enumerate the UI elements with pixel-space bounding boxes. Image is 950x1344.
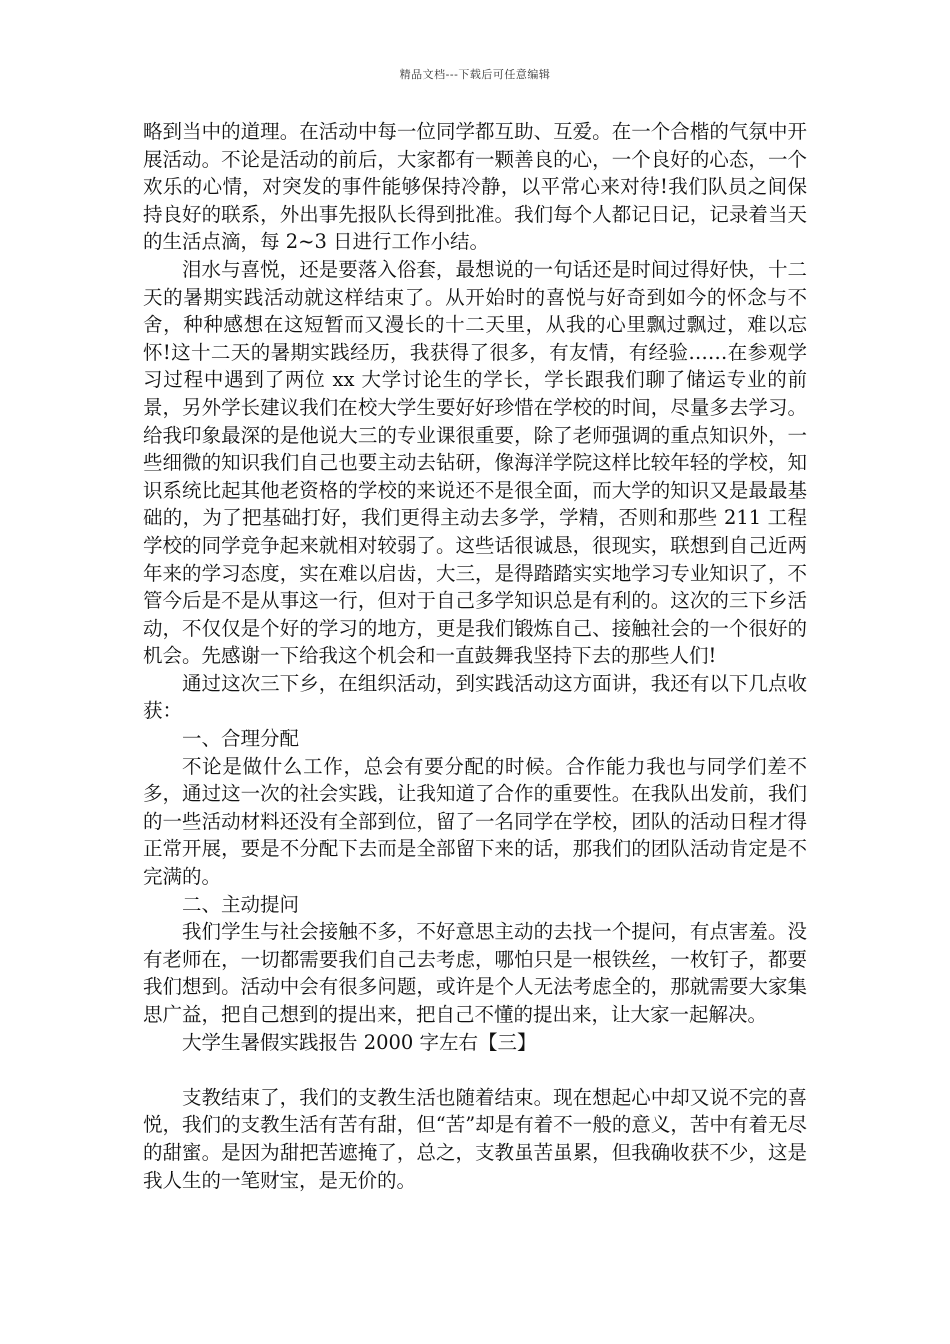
section-heading-1: 一、合理分配 [182,727,300,751]
paragraph-5: 我们学生与社会接触不多，不好意思主动的去找一个提问，有点害羞。没有老师在，一切都需要我们自己去考虑，哪怕只是一根铁丝，一枚钉子，都要我们想到。活动中会有很多问题，或许是个人无法考虑全的，那就需要大家集思广益，把自己想到的提出来，把自己不懂的提出来，让大家一起解决。 [143,920,807,1026]
paragraph-3: 通过这次三下乡，在组织活动，到实践活动这方面讲，我还有以下几点收获： [143,671,807,723]
paragraph-2: 泪水与喜悦，还是要落入俗套，最想说的一句话还是时间过得好快，十二天的暑期实践活动就这样结束了。从开始时的喜悦与好奇到如今的怀念与不舍，种种感想在这短暂而又漫长的十二天里，从我的心里飘过飘过，难以忘怀!这十二天的暑期实践经历，我获得了很多，有友情，有经验……在参观学习过程中遇到了两位 xx 大学讨论生的学长，学长跟我们聊了储运专业的前景，另外学长建议我们在校大学生要好好珍惜在学校的时间，尽量多去学习。给我印象最深的是他说大三的专业课很重要，除了老师强调的重点知识外，一些细微的知识我们自己也要主动去钻研，像海洋学院这样比较年轻的学校，知识系统比起其他老资格的学校的来说还不是很全面，而大学的知识又是最最基础的，为了把基础打好，我们更得主动去多学，学精，否则和那些 211 工程学校的同学竞争起来就相对较弱了。这些话很诚恳，很现实，联想到自己近两年来的学习态度，实在难以启齿，大三，是得踏踏实实地学习专业知识了，不管今后是不是从事这一行，但对于自己多学知识总是有利的。这次的三下乡活动，不仅仅是个好的学习的地方，更是我们锻炼自己、接触社会的一个很好的机会。先感谢一下给我这个机会和一直鼓舞我坚持下去的那些人们! [143,257,807,668]
section-heading-2: 二、主动提问 [182,892,300,916]
document-body [143,118,807,1194]
paragraph-4: 不论是做什么工作，总会有要分配的时候。合作能力我也与同学们差不多，通过这一次的社会实践，让我知道了合作的重要性。在我队出发前，我们的一些活动材料还没有全部到位，留了一名同学在学校，团队的活动日程才得正常开展，要是不分配下去而是全部留下来的话，那我们的团队活动肯定是不完满的。 [143,754,807,889]
page-header: 精品文档---下载后可任意编辑 [399,68,551,81]
paragraph-1: 略到当中的道理。在活动中每一位同学都互助、互爱。在一个合楷的气氛中开展活动。不论是活动的前后，大家都有一颗善良的心，一个良好的心态，一个欢乐的心情，对突发的事件能够保持冷静，以平常心来对待!我们队员之间保持良好的联系，外出事先报队长得到批准。我们每个人都记日记，记录着当天的生活点滴，每 2~3 日进行工作小结。 [143,120,807,254]
paragraph-6: 支教结束了，我们的支教生活也随着结束。现在想起心中却又说不完的喜悦，我们的支教生活有苦有甜，但“苦”却是有着不一般的意义，苦中有着无尽的甜蜜。是因为甜把苦遮掩了，总之，支教虽苦虽累，但我确收获不少，这是我人生的一笔财宝，是无价的。 [143,1085,807,1192]
report-title-3: 大学生暑假实践报告 2000 字左右【三】 [182,1030,537,1054]
blank-line [143,1056,807,1084]
